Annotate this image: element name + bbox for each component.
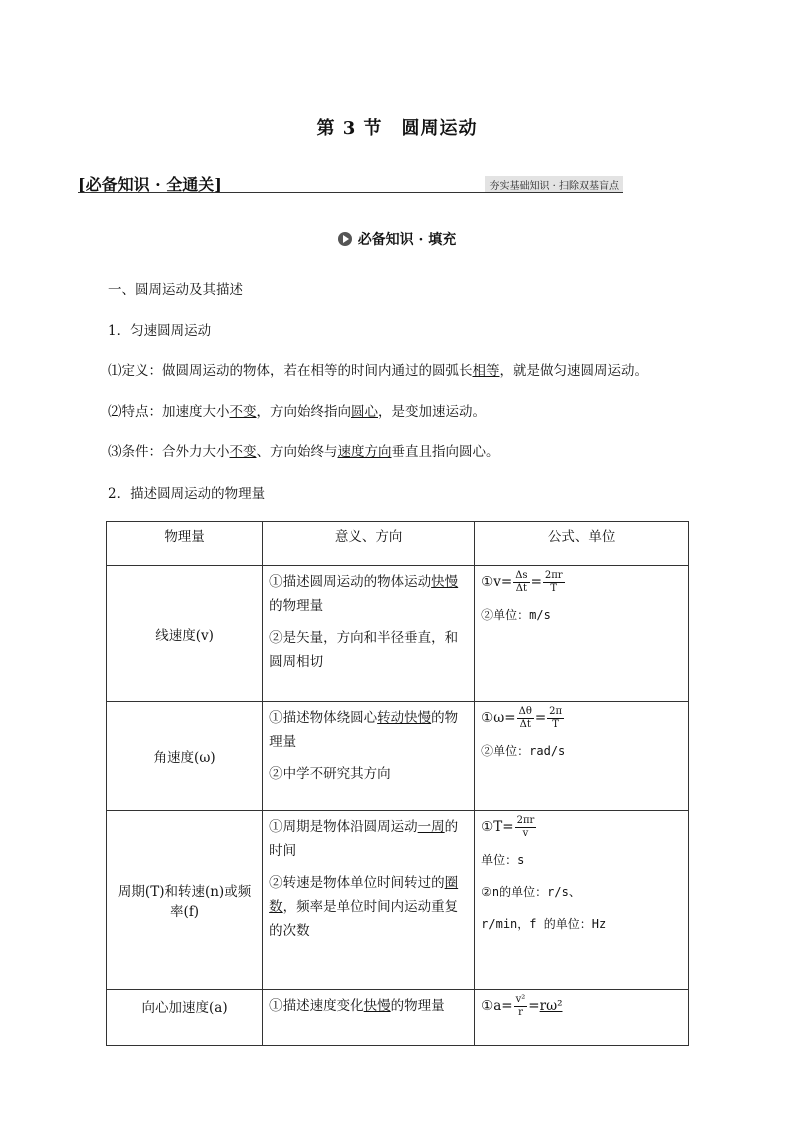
text: =	[528, 998, 540, 1014]
page-title: 第 3 节 圆周运动	[316, 118, 478, 139]
unit-text: r/min，f 的单位：Hz	[481, 917, 607, 931]
text: ②转速是物体单位时间转过的	[269, 875, 445, 891]
subheading	[0, 229, 794, 249]
heading-1: 一、圆周运动及其描述	[108, 282, 243, 298]
underlined-answer: 转动快慢	[377, 710, 432, 726]
numerator: 2πr	[544, 570, 563, 581]
formula-cell	[475, 566, 689, 702]
meaning-cell	[263, 990, 475, 1046]
quantity-name: 向心加速度(a)	[107, 990, 263, 1046]
text: ①周期是物体沿圆周运动	[269, 819, 418, 835]
formula-cell	[475, 990, 689, 1046]
formula-cell	[475, 702, 689, 811]
denominator: r	[518, 1007, 523, 1018]
column-header: 物理量	[107, 522, 263, 566]
text: ，是变加速运动。	[378, 404, 486, 420]
text: ①a=	[481, 998, 513, 1014]
text: 的物理量	[269, 710, 459, 750]
quantity-name: 线速度(v)	[107, 566, 263, 702]
meaning-cell	[263, 566, 475, 702]
quantities-table	[106, 521, 689, 1046]
text: ①描述物体绕圆心	[269, 710, 378, 726]
underlined-answer: 快慢	[431, 574, 459, 590]
underlined-answer: 速度方向	[337, 444, 392, 460]
underlined-answer: 快慢	[363, 998, 391, 1014]
table-header-row	[107, 522, 689, 566]
text: ②是矢量，方向和半径垂直，和圆周相切	[269, 630, 459, 670]
heading-3: 2．描述圆周运动的物理量	[108, 486, 266, 502]
numerator: Δθ	[518, 706, 532, 717]
text: ①描述速度变化	[269, 998, 364, 1014]
text: 的物理量	[269, 598, 324, 614]
paragraph-feature	[108, 400, 486, 420]
text: ①v=	[481, 574, 513, 590]
underlined-answer: 相等	[472, 363, 500, 379]
meaning-cell	[263, 811, 475, 990]
play-icon	[338, 232, 352, 246]
text: 的时间	[269, 819, 459, 859]
denominator: Δt	[519, 719, 531, 730]
text: =	[530, 574, 542, 590]
text: ，频率是单位时间内运动重复的次数	[269, 899, 459, 939]
text: ⑵特点：加速度大小	[108, 404, 230, 420]
text: ①T=	[481, 819, 514, 835]
unit-text: 单位：s	[481, 853, 525, 867]
text: =	[534, 710, 547, 726]
unit-text: ②n的单位：r/s、	[481, 885, 581, 899]
column-header: 意义、方向	[263, 522, 475, 566]
text: ②中学不研究其方向	[269, 766, 391, 782]
numerator: v²	[515, 994, 526, 1005]
quantity-name: 角速度(ω)	[107, 702, 263, 811]
fraction	[513, 570, 529, 595]
underlined-answer: 不变	[229, 444, 257, 460]
numerator: Δs	[515, 570, 528, 581]
paragraph-condition	[108, 440, 500, 460]
formula-cell	[475, 811, 689, 990]
text: 、方向始终与	[256, 444, 338, 460]
heading-2: 1．匀速圆周运动	[108, 323, 212, 339]
quantity-name: 周期(T)和转速(n)或频率(f)	[107, 811, 263, 990]
section-tagline: 夯实基础知识 · 扫除双基盲点	[485, 176, 623, 193]
fraction	[517, 706, 534, 731]
fraction	[515, 815, 537, 840]
subheading-text: 必备知识 · 填充	[357, 232, 457, 248]
underlined-answer: 圈数	[269, 875, 459, 915]
table-row	[107, 990, 689, 1046]
text: 的物理量	[390, 998, 445, 1014]
fraction	[543, 570, 565, 595]
denominator: T	[552, 719, 559, 730]
fraction	[547, 706, 564, 731]
text: ①描述圆周运动的物体运动	[269, 574, 432, 590]
table-row	[107, 566, 689, 702]
numerator: 2πr	[516, 815, 535, 826]
paragraph-definition	[108, 359, 648, 379]
underlined-answer: 不变	[229, 404, 257, 420]
meaning-cell	[263, 702, 475, 811]
denominator: Δt	[515, 583, 527, 594]
column-header: 公式、单位	[475, 522, 689, 566]
text: ⑶条件：合外力大小	[108, 444, 230, 460]
text: ①ω=	[481, 710, 516, 726]
section-rule	[78, 192, 623, 193]
text: ，就是做匀速圆周运动。	[499, 363, 648, 379]
numerator: 2π	[549, 706, 563, 717]
unit-text: ②单位：m/s	[481, 608, 551, 622]
section-label: [必备知识 · 全通关]	[78, 175, 222, 194]
table-row	[107, 811, 689, 990]
denominator: v	[522, 828, 529, 839]
text: ，方向始终指向	[256, 404, 351, 420]
table-row	[107, 702, 689, 811]
underlined-answer: 一周	[417, 819, 445, 835]
text: ⑴定义：做圆周运动的物体，若在相等的时间内通过的圆弧长	[108, 363, 473, 379]
denominator: T	[550, 583, 558, 594]
underlined-answer: 圆心	[351, 404, 378, 420]
unit-text: ②单位：rad/s	[481, 744, 566, 758]
underlined-answer: rω²	[539, 998, 563, 1014]
text: 垂直且指向圆心。	[391, 444, 500, 460]
section-header	[78, 172, 623, 192]
fraction	[514, 994, 528, 1019]
